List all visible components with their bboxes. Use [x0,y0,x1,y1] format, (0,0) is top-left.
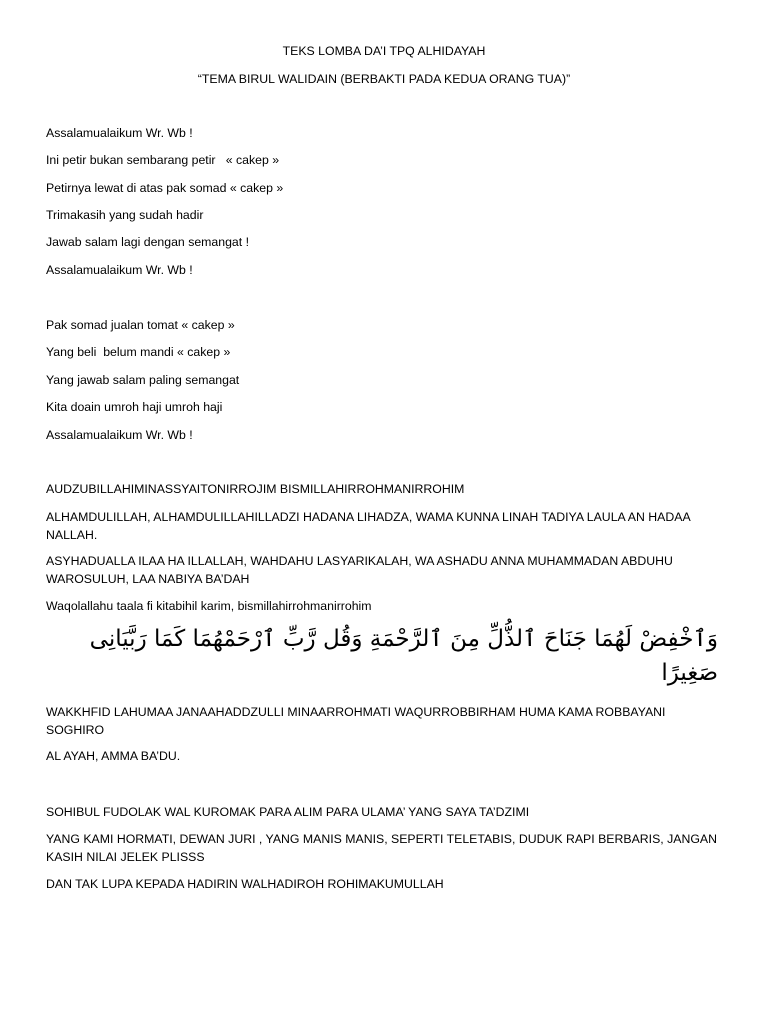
document-title: TEKS LOMBA DA’I TPQ ALHIDAYAH [282,44,486,58]
pantun-line: Pak somad jualan tomat « cakep » [46,318,235,332]
document-theme: “TEMA BIRUL WALIDAIN (BERBAKTI PADA KEDUA ORANG TUA)” [197,72,571,86]
arabic-verse: وَٱخْفِضْ لَهُمَا جَنَاحَ ٱلذُّلِّ مِنَ ٱلرَّحْمَةِ وَقُل رَّبِّ ٱرْحَمْهُمَا كَمَا رَبَّيَانِى صَغِيرًا [89,626,718,686]
closing-paragraph: YANG KAMI HORMATI, DEWAN JURI , YANG MANIS MANIS, SEPERTI TELETABIS, DUDUK RAPI BERBARIS, JANGAN KASIH NILAI JELEK PLISSS [46,832,721,864]
opening-line: Petirnya lewat di atas pak somad « cakep » [46,181,284,195]
muqaddimah-paragraph: Waqolallahu taala fi kitabihil karim, bismillahirrohmanirrohim [46,599,372,613]
opening-line: Trimakasih yang sudah hadir [46,208,204,222]
closing-paragraph: DAN TAK LUPA KEPADA HADIRIN WALHADIROH ROHIMAKUMULLAH [46,877,444,891]
transliteration: WAKKHFID LAHUMAA JANAAHADDZULLI MINAARROHMATI WAQURROBBIRHAM HUMA KAMA ROBBAYANI SOGHIRO [46,705,669,737]
pantun-line: Kita doain umroh haji umroh haji [46,400,223,414]
muqaddimah-paragraph: AUDZUBILLAHIMINASSYAITONIRROJIM BISMILLAHIRROHMANIRROHIM [46,482,465,496]
pantun-line: Yang jawab salam paling semangat [46,373,240,387]
closing-paragraph: SOHIBUL FUDOLAK WAL KUROMAK PARA ALIM PARA ULAMA’ YANG SAYA TA’DZIMI [46,805,530,819]
greeting-line: Assalamualaikum Wr. Wb ! [46,263,193,277]
opening-line: Ini petir bukan sembarang petir « cakep » [46,153,280,167]
muqaddimah-paragraph: ASYHADUALLA ILAA HA ILLALLAH, WAHDAHU LASYARIKALAH, WA ASHADU ANNA MUHAMMADAN ABDUHU WAROSULUH, LAA NABIYA BA’DAH [46,554,677,586]
al-ayah-line: AL AYAH, AMMA BA’DU. [46,749,181,763]
pantun-line: Yang beli belum mandi « cakep » [46,345,231,359]
greeting-line: Assalamualaikum Wr. Wb ! [46,428,193,442]
opening-line: Jawab salam lagi dengan semangat ! [46,235,250,249]
greeting-line: Assalamualaikum Wr. Wb ! [46,126,193,140]
muqaddimah-paragraph: ALHAMDULILLAH, ALHAMDULILLAHILLADZI HADANA LIHADZA, WAMA KUNNA LINAH TADIYA LAULA AN HADAA NALLAH. [46,510,694,542]
